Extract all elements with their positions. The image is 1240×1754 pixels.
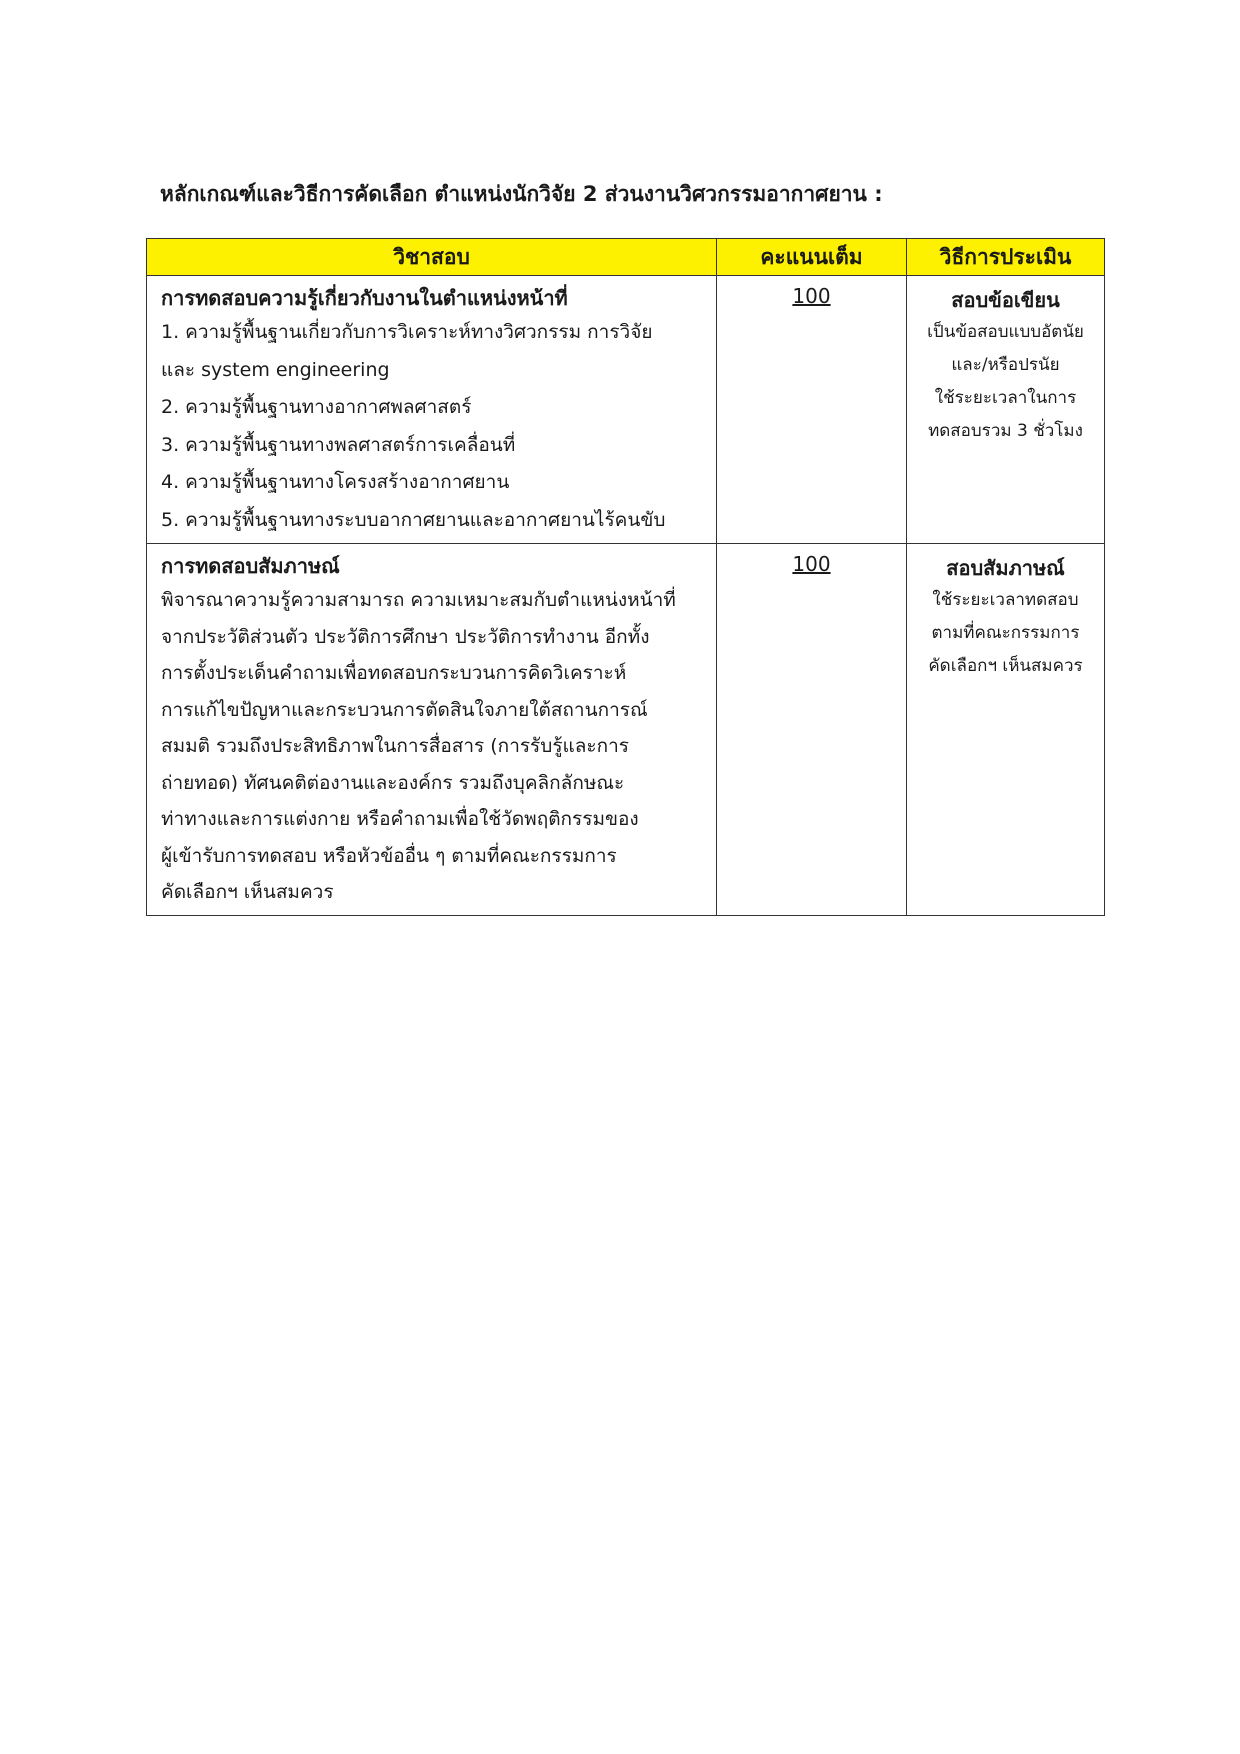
interview-heading: การทดสอบสัมภาษณ์ — [161, 554, 340, 578]
written-test-subject-cell — [147, 276, 717, 544]
interview-score-cell — [717, 544, 907, 916]
interview-line: การตั้งประเด็นคำถามเพื่อทดสอบกระบวนการคิดวิเคราะห์ — [161, 662, 627, 684]
interview-method-line: ใช้ระยะเวลาทดสอบ — [932, 590, 1079, 610]
header-subject: วิชาสอบ — [147, 239, 717, 276]
written-test-method-line: ทดสอบรวม 3 ชั่วโมง — [928, 421, 1083, 441]
written-test-score: 100 — [792, 284, 831, 308]
written-test-method-cell — [907, 276, 1105, 544]
table-header-row — [147, 239, 1105, 276]
interview-line: พิจารณาความรู้ความสามารถ ความเหมาะสมกับตำแหน่งหน้าที่ — [161, 589, 676, 611]
interview-line: จากประวัติส่วนตัว ประวัติการศึกษา ประวัติการทำงาน อีกทั้ง — [161, 625, 650, 648]
table-row-written-test — [147, 276, 1105, 544]
written-test-heading: การทดสอบความรู้เกี่ยวกับงานในตำแหน่งหน้าที่ — [161, 286, 568, 310]
interview-subject-cell — [147, 544, 717, 916]
interview-method-line: ตามที่คณะกรรมการ — [931, 623, 1080, 643]
written-test-line: 4. ความรู้พื้นฐานทางโครงสร้างอากาศยาน — [161, 471, 510, 493]
interview-method-cell — [907, 544, 1105, 916]
written-test-line: 3. ความรู้พื้นฐานทางพลศาสตร์การเคลื่อนที่ — [161, 433, 516, 456]
interview-line: ถ่ายทอด) ทัศนคติต่องานและองค์กร รวมถึงบุคลิกลักษณะ — [161, 771, 625, 794]
page-title: หลักเกณฑ์และวิธีการคัดเลือก ตำแหน่งนักวิจัย 2 ส่วนงานวิศวกรรมอากาศยาน : — [160, 182, 883, 206]
written-test-line: 5. ความรู้พื้นฐานทางระบบอากาศยานและอากาศยานไร้คนขับ — [161, 508, 666, 531]
interview-line: ท่าทางและการแต่งกาย หรือคำถามเพื่อใช้วัดพฤติกรรมของ — [161, 808, 639, 830]
table-row-interview — [147, 544, 1105, 916]
interview-score: 100 — [792, 552, 831, 576]
header-score: คะแนนเต็ม — [717, 239, 907, 276]
written-test-line: และ system engineering — [161, 358, 390, 381]
written-test-method-line: และ/หรือปรนัย — [951, 355, 1060, 375]
written-test-line: 1. ความรู้พื้นฐานเกี่ยวกับการวิเคราะห์ทางวิศวกรรม การวิจัย — [161, 321, 653, 343]
written-test-score-cell — [717, 276, 907, 544]
written-test-method-line: เป็นข้อสอบแบบอัตนัย — [927, 322, 1084, 342]
header-method: วิธีการประเมิน — [907, 239, 1105, 276]
written-test-method-line: ใช้ระยะเวลาในการ — [934, 388, 1077, 408]
interview-method-heading: สอบสัมภาษณ์ — [946, 556, 1065, 580]
selection-criteria-table — [146, 238, 1105, 916]
interview-method-line: คัดเลือกฯ เห็นสมควร — [928, 656, 1083, 676]
interview-line: สมมติ รวมถึงประสิทธิภาพในการสื่อสาร (การรับรู้และการ — [161, 735, 630, 757]
written-test-method-heading: สอบข้อเขียน — [951, 288, 1060, 312]
written-test-line: 2. ความรู้พื้นฐานทางอากาศพลศาสตร์ — [161, 396, 472, 418]
interview-line: การแก้ไขปัญหาและกระบวนการตัดสินใจภายใต้สถานการณ์ — [161, 698, 648, 721]
interview-line: ผู้เข้ารับการทดสอบ หรือหัวข้ออื่น ๆ ตามที่คณะกรรมการ — [161, 844, 617, 867]
interview-line: คัดเลือกฯ เห็นสมควร — [161, 881, 334, 903]
